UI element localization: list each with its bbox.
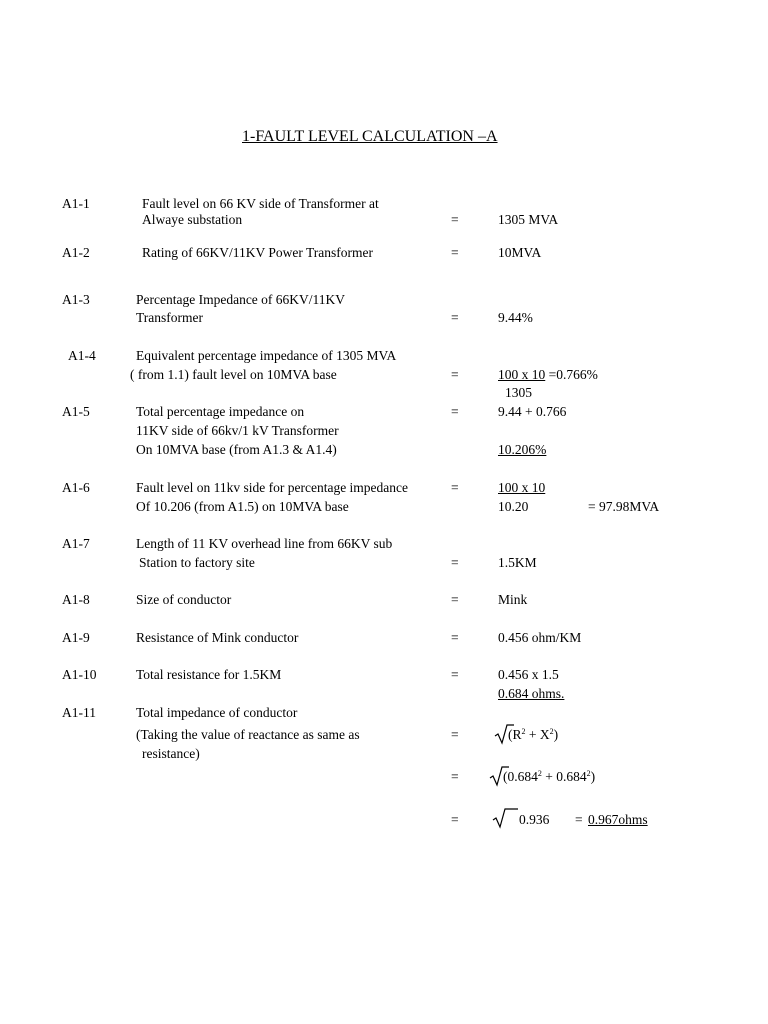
row-id: A1-8: [62, 592, 90, 607]
row-description: Size of conductor: [136, 592, 232, 607]
formula-value: 0.936: [519, 812, 550, 827]
row-value: Mink: [498, 592, 528, 607]
row-value: 0.456 x 1.5: [498, 667, 559, 682]
row-description: ( from 1.1) fault level on 10MVA base: [130, 367, 337, 382]
row-description: Transformer: [136, 310, 203, 325]
row-value: 1305 MVA: [498, 212, 559, 227]
row-description: Total percentage impedance on: [136, 404, 305, 419]
equals-sign: =: [451, 404, 459, 419]
equals-sign: =: [451, 667, 459, 682]
row-description: Alwaye substation: [142, 212, 243, 227]
fraction-denominator: 1305: [505, 385, 532, 400]
equals-sign: =: [451, 367, 459, 382]
row-value: 10MVA: [498, 245, 542, 260]
row-description: Percentage Impedance of 66KV/11KV: [136, 292, 346, 307]
equals-sign: =: [451, 592, 459, 607]
equals-sign: =: [451, 727, 459, 742]
row-result: 0.684 ohms.: [498, 686, 565, 701]
row-description: Length of 11 KV overhead line from 66KV sub: [136, 536, 393, 551]
row-result: 10.206%: [498, 442, 547, 457]
fraction-denominator: 10.20: [498, 499, 529, 514]
row-id: A1-5: [62, 404, 90, 419]
row-value: 9.44%: [498, 310, 533, 325]
row-id: A1-9: [62, 630, 90, 645]
row-description: Total resistance for 1.5KM: [136, 667, 282, 682]
row-description: Of 10.206 (from A1.5) on 10MVA base: [136, 499, 349, 514]
equals-sign: =: [451, 555, 459, 570]
row-description: Station to factory site: [139, 555, 255, 570]
row-description: Rating of 66KV/11KV Power Transformer: [142, 245, 373, 260]
equals-sign: =: [451, 310, 459, 325]
row-description: Fault level on 11kv side for percentage impedance: [136, 480, 409, 495]
row-description: 11KV side of 66kv/1 kV Transformer: [136, 423, 339, 438]
equals-sign: =: [451, 630, 459, 645]
equals-sign: =: [575, 812, 583, 827]
row-value: 9.44 + 0.766: [498, 404, 567, 419]
row-description: Fault level on 66 KV side of Transformer at: [142, 196, 379, 211]
fraction-numerator: 100 x 10: [498, 367, 546, 382]
row-value: 1.5KM: [498, 555, 537, 570]
row-description: On 10MVA base (from A1.3 & A1.4): [136, 442, 337, 457]
row-id: A1-2: [62, 245, 90, 260]
row-id: A1-3: [62, 292, 90, 307]
row-result: =0.766%: [548, 367, 598, 382]
row-description: (Taking the value of reactance as same as: [136, 727, 360, 742]
fraction-line: [498, 367, 598, 383]
row-id: A1-1: [62, 196, 90, 211]
row-id: A1-4: [68, 348, 96, 363]
row-result: 0.967ohms: [588, 812, 648, 827]
equals-sign: =: [451, 769, 459, 784]
equals-sign: =: [451, 812, 459, 827]
row-id: A1-7: [62, 536, 90, 551]
equals-sign: =: [451, 212, 459, 227]
page-title: 1-FAULT LEVEL CALCULATION –A: [242, 128, 498, 145]
row-id: A1-6: [62, 480, 90, 495]
row-value: 0.456 ohm/KM: [498, 630, 582, 645]
row-result: = 97.98MVA: [588, 499, 660, 514]
formula-expression: $(0.684^2 + 0.684^2)$: [503, 769, 596, 784]
equals-sign: =: [451, 245, 459, 260]
row-id: A1-11: [62, 705, 96, 720]
square-root-icon: [492, 808, 518, 828]
row-description: resistance): [142, 746, 200, 761]
row-id: A1-10: [62, 667, 97, 682]
formula-expression: $(R^2 + X^2)$: [508, 727, 559, 742]
row-description: Total impedance of conductor: [136, 705, 298, 720]
row-description: Equivalent percentage impedance of 1305 MVA: [136, 348, 397, 363]
row-description: Resistance of Mink conductor: [136, 630, 299, 645]
fraction-numerator: 100 x 10: [498, 480, 546, 495]
equals-sign: =: [451, 480, 459, 495]
